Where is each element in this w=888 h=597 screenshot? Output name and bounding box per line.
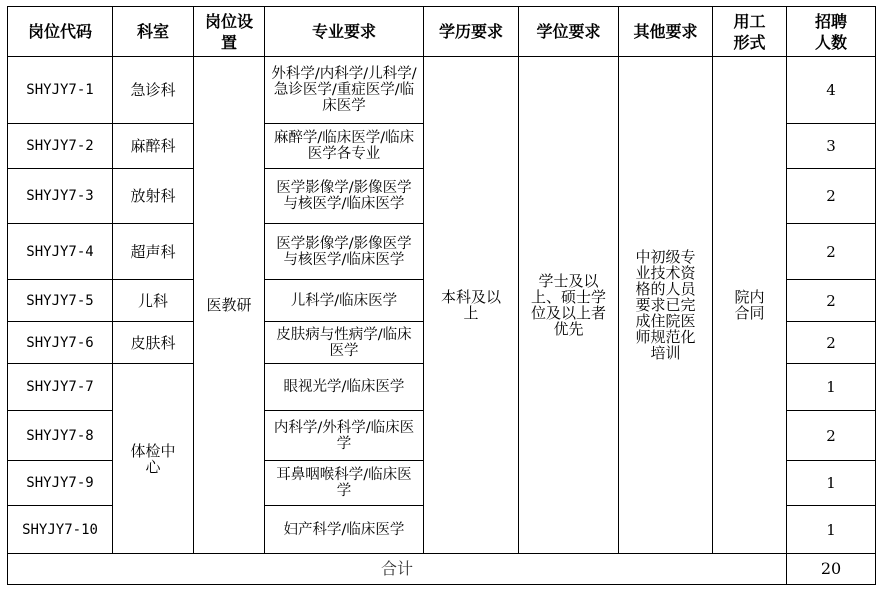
post-code: SHYJY7-2 xyxy=(8,124,113,169)
post-setting xyxy=(194,57,265,554)
edu-requirement-text: 本科及以上 xyxy=(440,288,501,322)
table-row xyxy=(8,57,876,124)
header-code: 岗位代码 xyxy=(8,7,113,57)
post-code: SHYJY7-5 xyxy=(8,280,113,322)
dept-name-checkup-text: 体检中心 xyxy=(130,441,176,476)
hire-count: 2 xyxy=(787,224,876,280)
post-code: SHYJY7-4 xyxy=(8,224,113,280)
employ-type xyxy=(713,57,787,554)
header-count-text: 招聘人数 xyxy=(814,11,847,52)
header-major: 专业要求 xyxy=(265,7,424,57)
header-count xyxy=(787,7,876,57)
header-degree: 学位要求 xyxy=(519,7,619,57)
hire-count: 1 xyxy=(787,461,876,506)
header-other xyxy=(619,7,713,57)
post-code: SHYJY7-6 xyxy=(8,322,113,364)
header-other-text: 其他要求 xyxy=(633,22,698,41)
header-row xyxy=(8,7,876,57)
hire-count: 1 xyxy=(787,506,876,554)
post-setting-text: 医教研 xyxy=(206,296,252,314)
post-code: SHYJY7-3 xyxy=(8,169,113,224)
hire-count: 1 xyxy=(787,364,876,411)
major-requirement: 医学影像学/影像医学与核医学/临床医学 xyxy=(265,224,424,280)
header-post-text: 岗位设置 xyxy=(204,11,253,52)
major-requirement: 耳鼻咽喉科学/临床医学 xyxy=(265,461,424,506)
dept-name: 皮肤科 xyxy=(113,322,194,364)
header-edu: 学历要求 xyxy=(424,7,519,57)
hire-count: 2 xyxy=(787,322,876,364)
post-code: SHYJY7-7 xyxy=(8,364,113,411)
recruitment-table xyxy=(7,6,876,585)
post-code: SHYJY7-9 xyxy=(8,461,113,506)
hire-count: 2 xyxy=(787,411,876,461)
dept-name: 放射科 xyxy=(113,169,194,224)
hire-count: 2 xyxy=(787,280,876,322)
major-requirement: 外科学/内科学/儿科学/急诊医学/重症医学/临床医学 xyxy=(265,57,424,124)
other-requirement-text: 中初级专业技术资格的人员要求已完成住院医师规范化培训 xyxy=(635,248,696,362)
post-code: SHYJY7-1 xyxy=(8,57,113,124)
degree-requirement-text: 学士及以上、硕士学位及以上者优先 xyxy=(531,272,607,338)
total-value: 20 xyxy=(787,554,876,585)
dept-name: 急诊科 xyxy=(113,57,194,124)
major-requirement: 皮肤病与性病学/临床医学 xyxy=(265,322,424,364)
employ-type-text: 院内合同 xyxy=(734,288,765,322)
total-row xyxy=(8,554,876,585)
major-requirement: 医学影像学/影像医学与核医学/临床医学 xyxy=(265,169,424,224)
header-employ-text: 用工形式 xyxy=(733,11,766,52)
dept-name: 超声科 xyxy=(113,224,194,280)
major-requirement: 内科学/外科学/临床医学 xyxy=(265,411,424,461)
major-requirement: 儿科学/临床医学 xyxy=(265,280,424,322)
hire-count: 2 xyxy=(787,169,876,224)
major-requirement: 眼视光学/临床医学 xyxy=(265,364,424,411)
header-post xyxy=(194,7,265,57)
major-requirement: 麻醉学/临床医学/临床医学各专业 xyxy=(265,124,424,169)
other-requirement xyxy=(619,57,713,554)
hire-count: 3 xyxy=(787,124,876,169)
major-requirement: 妇产科学/临床医学 xyxy=(265,506,424,554)
hire-count: 4 xyxy=(787,57,876,124)
header-dept: 科室 xyxy=(113,7,194,57)
header-employ xyxy=(713,7,787,57)
edu-requirement xyxy=(424,57,519,554)
dept-name-checkup xyxy=(113,364,194,554)
dept-name: 儿科 xyxy=(113,280,194,322)
total-label: 合计 xyxy=(8,554,787,585)
post-code: SHYJY7-10 xyxy=(8,506,113,554)
degree-requirement xyxy=(519,57,619,554)
dept-name: 麻醉科 xyxy=(113,124,194,169)
post-code: SHYJY7-8 xyxy=(8,411,113,461)
